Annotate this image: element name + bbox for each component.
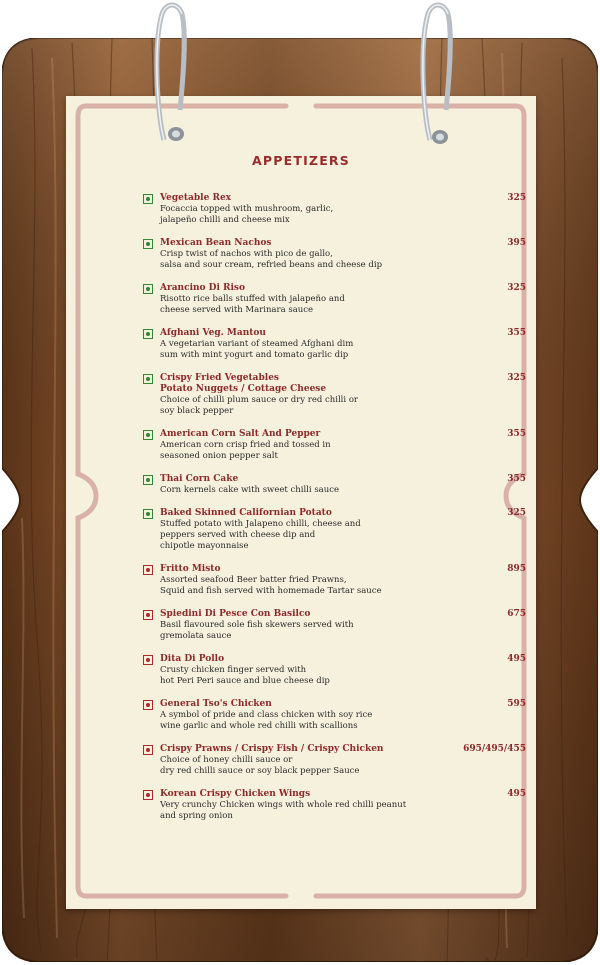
menu-item (143, 373, 526, 417)
menu-item-price: 595 (507, 699, 526, 709)
nonveg-indicator-icon (143, 700, 153, 710)
menu-item (143, 474, 526, 496)
menu-item-description: Basil flavoured sole fish skewers served with gremolata sauce (160, 620, 354, 641)
menu-item-price: 325 (507, 508, 526, 518)
menu-item-price: 495 (507, 789, 526, 799)
menu-item (143, 654, 526, 687)
menu-item-name: Crispy Prawns / Crispy Fish / Crispy Chicken (160, 744, 384, 754)
menu-items-list (143, 193, 526, 834)
menu-item (143, 429, 526, 462)
menu-item-price: 355 (507, 474, 526, 484)
menu-item (143, 283, 526, 316)
menu-item-name: Arancino Di Riso (160, 283, 246, 293)
menu-item-description: Crusty chicken finger served with hot Peri Peri sauce and blue cheese dip (160, 665, 330, 686)
veg-indicator-icon (143, 194, 153, 204)
menu-item-description: Crisp twist of nachos with pico de gallo, salsa and sour cream, refried beans and cheese dip (160, 249, 383, 270)
nonveg-indicator-icon (143, 610, 153, 620)
menu-item-price: 355 (507, 328, 526, 338)
menu-item-price: 325 (507, 193, 526, 203)
menu-item-price: 895 (507, 564, 526, 574)
menu-item-name: Dita Di Pollo (160, 654, 225, 664)
menu-item-description: A vegetarian variant of steamed Afghani dim sum with mint yogurt and tomato garlic dip (160, 339, 354, 360)
menu-item (143, 699, 526, 732)
menu-item-description: Assorted seafood Beer batter fried Prawns, Squid and fish served with homemade Tartar sauce (160, 575, 382, 596)
menu-item (143, 744, 526, 777)
menu-item-description: A symbol of pride and class chicken with soy rice wine garlic and whole red chilli with scallions (160, 710, 373, 731)
menu-item (143, 238, 526, 271)
nonveg-indicator-icon (143, 565, 153, 575)
nonveg-indicator-icon (143, 655, 153, 665)
menu-item-name: Crispy Fried Vegetables Potato Nuggets / Cottage Cheese (160, 373, 327, 394)
menu-item-name: Vegetable Rex (160, 193, 232, 203)
veg-indicator-icon (143, 430, 153, 440)
menu-item (143, 789, 526, 822)
menu-item-name: American Corn Salt And Pepper (160, 429, 321, 439)
menu-item-name: Baked Skinned Californian Potato (160, 508, 332, 518)
menu-item-name: Thai Corn Cake (160, 474, 239, 484)
menu-item-description: Very crunchy Chicken wings with whole red chilli peanut and spring onion (160, 800, 407, 821)
menu-item-description: Choice of honey chilli sauce or dry red chilli sauce or soy black pepper Sauce (160, 755, 360, 776)
menu-item-description: Corn kernels cake with sweet chilli sauce (160, 485, 340, 495)
menu-item (143, 564, 526, 597)
menu-item (143, 193, 526, 226)
menu-item (143, 609, 526, 642)
menu-item-description: American corn crisp fried and tossed in seasoned onion pepper salt (160, 440, 331, 461)
veg-indicator-icon (143, 239, 153, 249)
menu-item-price: 325 (507, 283, 526, 293)
menu-item-price: 675 (507, 609, 526, 619)
veg-indicator-icon (143, 374, 153, 384)
menu-item-price: 355 (507, 429, 526, 439)
menu-item-description: Choice of chilli plum sauce or dry red chilli or soy black pepper (160, 395, 358, 416)
menu-item-name: Fritto Misto (160, 564, 221, 574)
menu-item (143, 508, 526, 552)
menu-item (143, 328, 526, 361)
section-heading: APPETIZERS (252, 153, 350, 168)
binder-ring-icon (416, 0, 456, 150)
menu-item-price: 395 (507, 238, 526, 248)
veg-indicator-icon (143, 475, 153, 485)
menu-item-name: Korean Crispy Chicken Wings (160, 789, 311, 799)
menu-item-description: Stuffed potato with Jalapeno chilli, cheese and peppers served with cheese dip and chipotle mayonnaise (160, 519, 361, 551)
veg-indicator-icon (143, 284, 153, 294)
menu-item-price: 325 (507, 373, 526, 383)
veg-indicator-icon (143, 329, 153, 339)
nonveg-indicator-icon (143, 790, 153, 800)
menu-item-name: General Tso's Chicken (160, 699, 272, 709)
menu-item-name: Afghani Veg. Mantou (160, 328, 266, 338)
menu-item-description: Risotto rice balls stuffed with jalapeño and cheese served with Marinara sauce (160, 294, 345, 315)
menu-item-description: Focaccia topped with mushroom, garlic, jalapeño chilli and cheese mix (160, 204, 334, 225)
binder-ring-icon (150, 0, 190, 145)
veg-indicator-icon (143, 509, 153, 519)
nonveg-indicator-icon (143, 745, 153, 755)
menu-item-name: Mexican Bean Nachos (160, 238, 272, 248)
menu-item-name: Spiedini Di Pesce Con Basilco (160, 609, 311, 619)
menu-card (66, 96, 536, 909)
menu-item-price: 495 (507, 654, 526, 664)
menu-item-price: 695/495/455 (463, 744, 526, 754)
